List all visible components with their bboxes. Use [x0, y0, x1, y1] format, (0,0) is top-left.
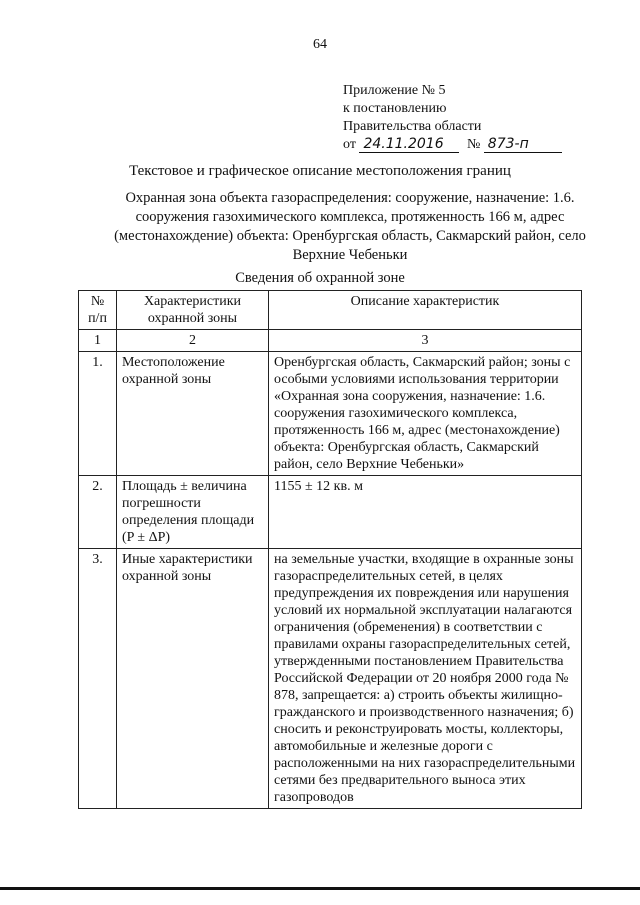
from-label: от	[343, 137, 356, 152]
row-number: 2.	[79, 476, 117, 549]
appendix-line-2: к постановлению	[343, 101, 447, 116]
number-label: №	[466, 137, 481, 152]
column-number-3: 3	[269, 330, 582, 352]
appendix-date-row	[343, 136, 603, 154]
appendix-line-3: Правительства области	[343, 119, 482, 134]
header-description: Описание характеристик	[269, 291, 582, 330]
table-row	[79, 352, 582, 476]
appendix-line-1: Приложение № 5	[343, 83, 446, 98]
row-characteristic: Местоположение охранной зоны	[117, 352, 269, 476]
table-heading: Сведения об охранной зоне	[235, 270, 405, 286]
header-number: № п/п	[79, 291, 117, 330]
protection-zone-table	[78, 290, 582, 809]
document-title: Текстовое и графическое описание местоположения границ	[129, 163, 511, 179]
row-number: 1.	[79, 352, 117, 476]
handwritten-date: 24.11.2016	[359, 137, 459, 153]
handwritten-number: 873-п	[484, 137, 562, 153]
table-header-row	[79, 291, 582, 330]
row-number: 3.	[79, 549, 117, 809]
table-row	[79, 476, 582, 549]
row-characteristic: Иные характеристики охранной зоны	[117, 549, 269, 809]
row-description: 1155 ± 12 кв. м	[269, 476, 582, 549]
row-characteristic: Площадь ± величина погрешности определения площади (P ± ΔP)	[117, 476, 269, 549]
column-number-2: 2	[117, 330, 269, 352]
row-description: на земельные участки, входящие в охранные зоны газораспределительных сетей, в целях предупреждения их повреждения или нарушения условий их нормальной эксплуатации налагаются ограничения (обременения) в соответствии с правилами охраны газораспределительных сетей, утвержденными постановлением Правительства Российской Федерации от 20 ноября 2000 года № 878, запрещается: а) строить объекты жилищно-гражданского и производственного назначения; б) сносить и реконструировать мосты, коллекторы, автомобильные и железные дороги с расположенными на них газораспределительными сетями без предварительного выноса этих газопроводов	[269, 549, 582, 809]
column-number-row	[79, 330, 582, 352]
table-row	[79, 549, 582, 809]
row-description: Оренбургская область, Сакмарский район; зоны с особыми условиями использования территории «Охранная зона сооружения, назначение: 1.6. сооружения газохимического комплекса, протяженность 166 м, адрес (местонахождение) объекта: Оренбургская область, Сакмарский район, село Верхние Чебеньки»	[269, 352, 582, 476]
appendix-block	[343, 82, 603, 154]
column-number-1: 1	[79, 330, 117, 352]
page-number: 64	[313, 37, 327, 52]
bottom-rule	[0, 887, 640, 890]
document-subtitle: Охранная зона объекта газораспределения: сооружение, назначение: 1.6. сооружения газохимического комплекса, протяженность 166 м, адрес (местонахождение) объекта: Оренбургская область, Сакмарский район, село Верхние Чебеньки	[114, 190, 586, 263]
header-characteristic: Характеристики охранной зоны	[117, 291, 269, 330]
